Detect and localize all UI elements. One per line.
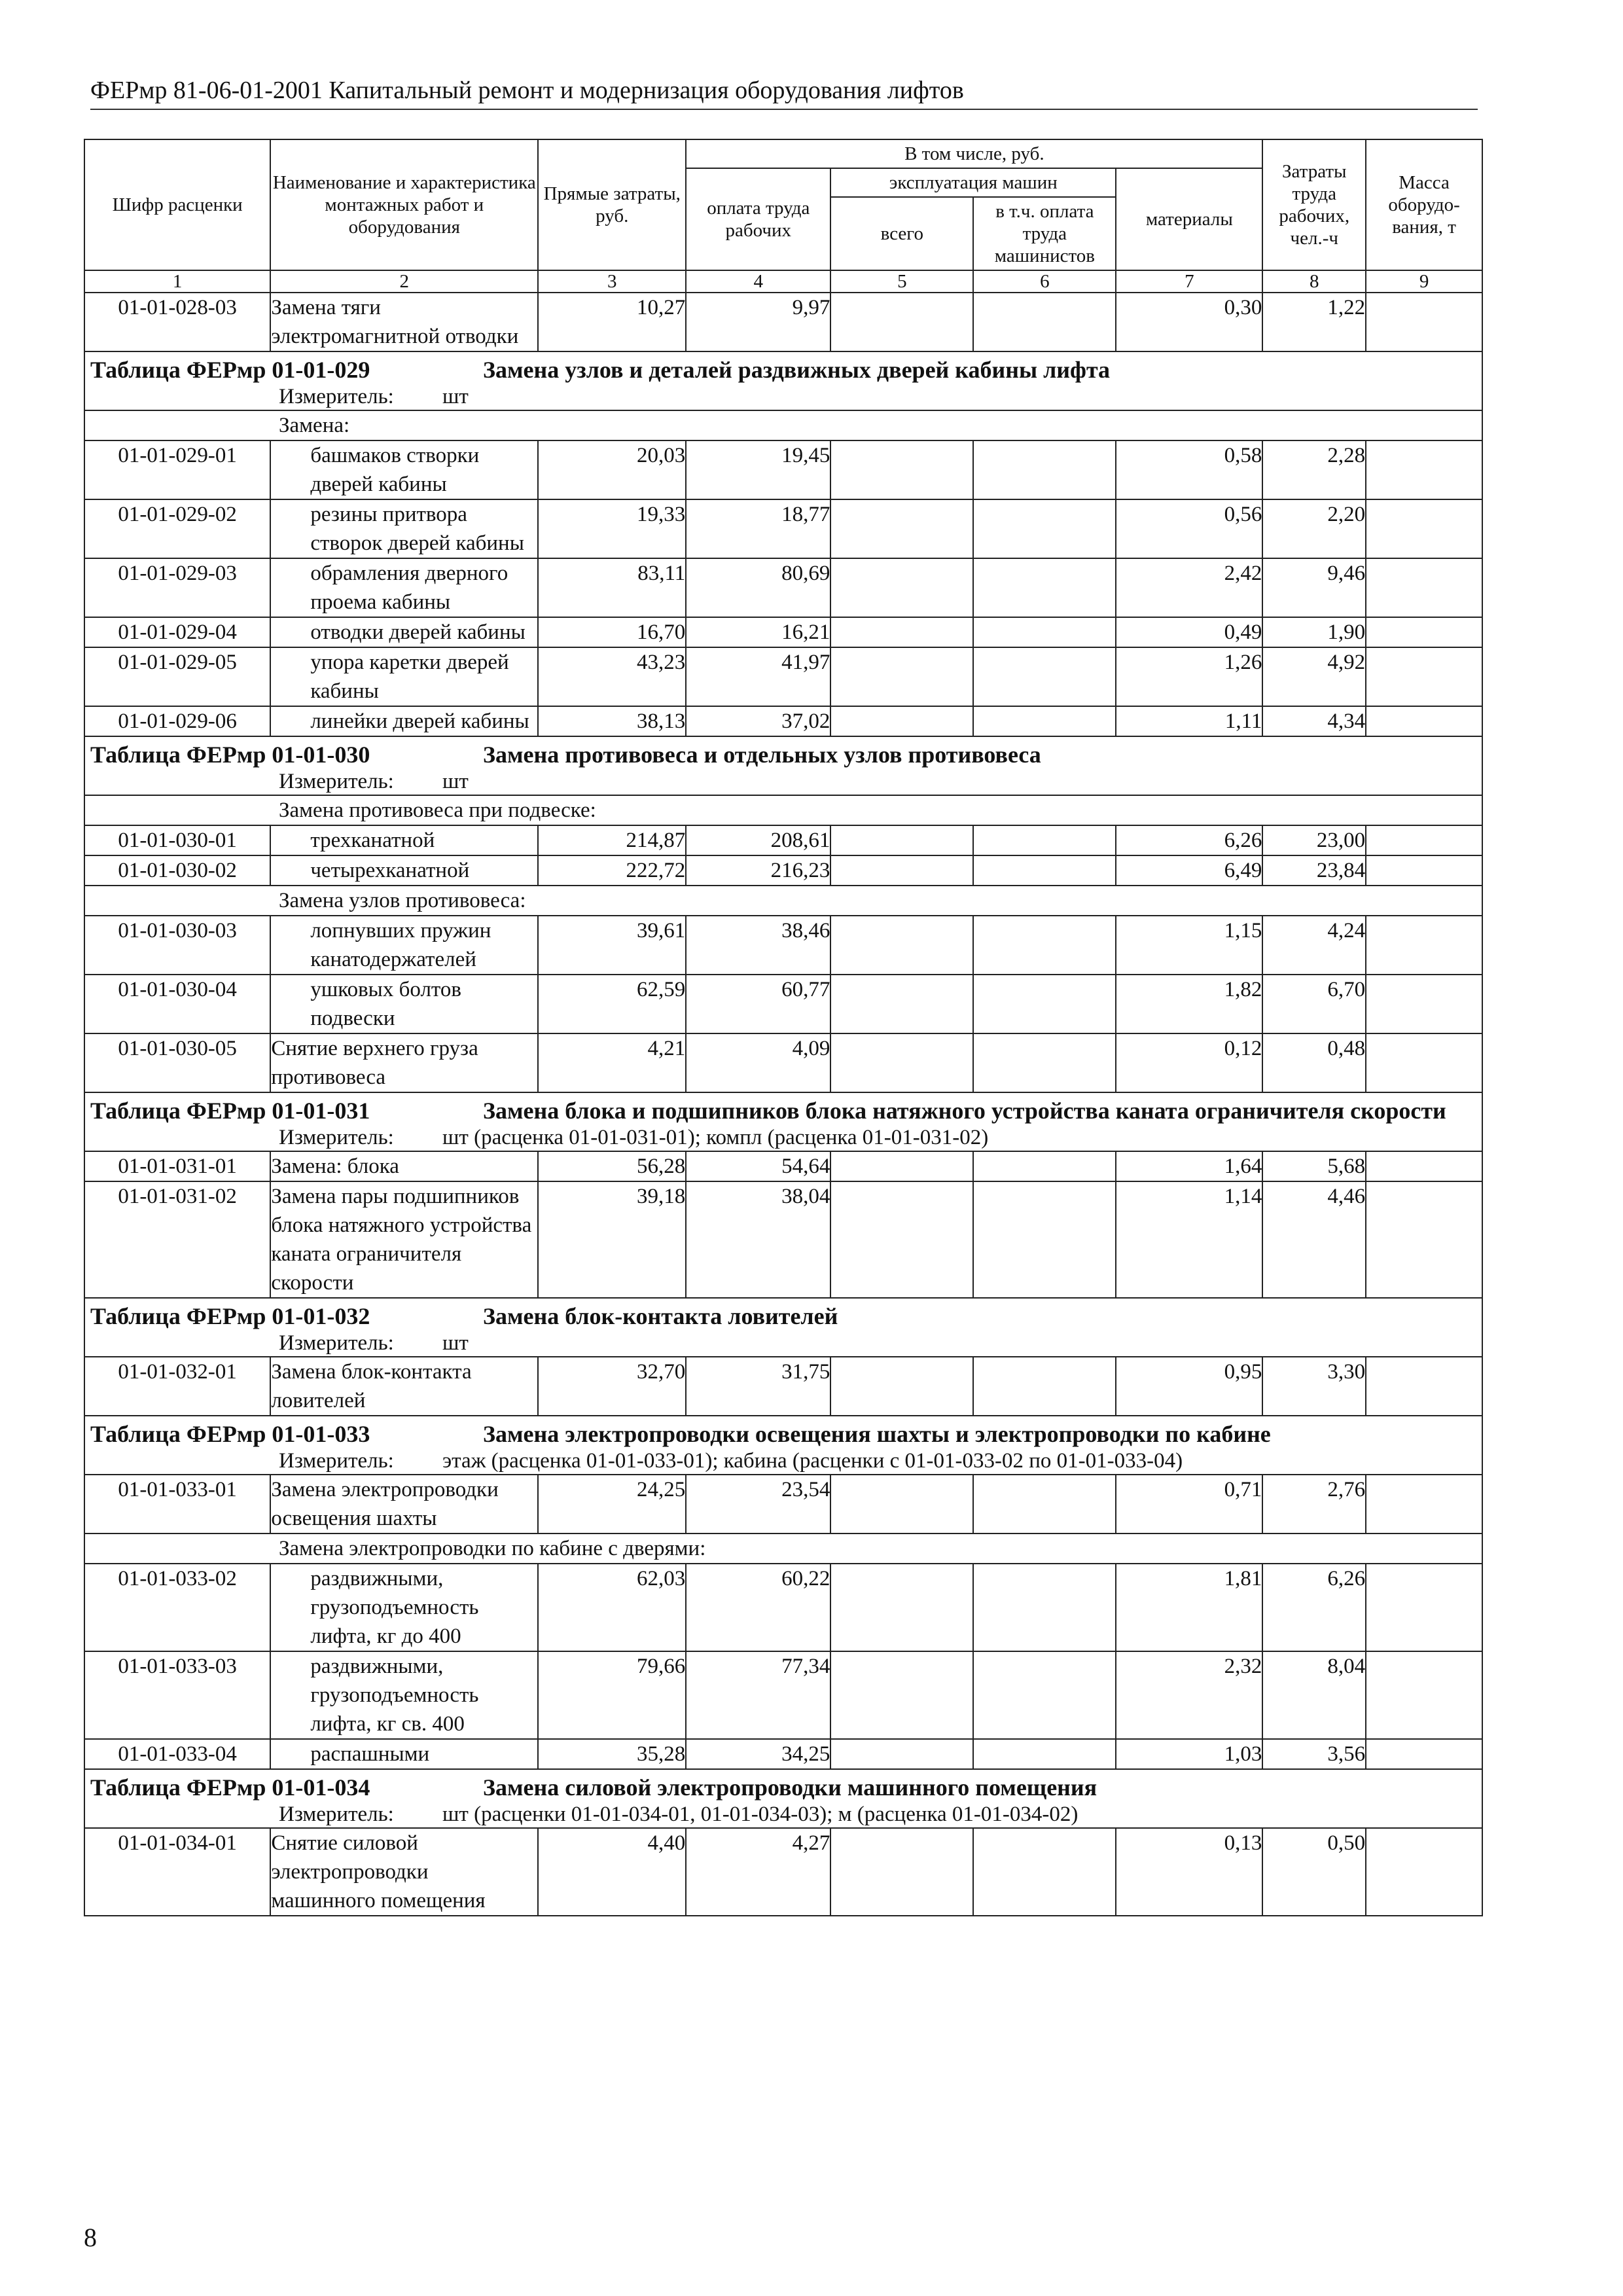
machines-total <box>830 1033 973 1092</box>
machinist-wages <box>973 647 1116 706</box>
worker-wages: 37,02 <box>686 706 830 736</box>
machines-total <box>830 293 973 351</box>
col-number: 9 <box>1366 270 1482 293</box>
equipment-mass <box>1366 617 1482 647</box>
col-number: 3 <box>538 270 686 293</box>
measure-unit: шт <box>442 1331 469 1355</box>
worker-wages: 9,97 <box>686 293 830 351</box>
worker-wages: 38,46 <box>686 916 830 975</box>
table-row <box>84 1151 1482 1181</box>
machinist-wages <box>973 1357 1116 1416</box>
subheading-text: Замена противовеса при подвеске: <box>84 795 1482 825</box>
rate-code: 01-01-034-01 <box>84 1828 270 1916</box>
rate-code: 01-01-031-02 <box>84 1181 270 1298</box>
machinist-wages <box>973 706 1116 736</box>
materials: 1,81 <box>1116 1564 1262 1651</box>
equipment-mass <box>1366 706 1482 736</box>
work-name: раздвижными, грузоподъемность лифта, кг до 400 <box>270 1564 538 1651</box>
table-heading <box>84 1298 1482 1330</box>
table-row <box>84 1739 1482 1769</box>
measure-line <box>85 1448 1482 1474</box>
col-mach-wages-header: в т.ч. оплата труда машинистов <box>973 197 1116 270</box>
direct-costs: 32,70 <box>538 1357 686 1416</box>
table-number: Таблица ФЕРмр 01-01-034 <box>90 1774 370 1801</box>
subheading-row <box>84 410 1482 440</box>
rate-code: 01-01-030-02 <box>84 855 270 886</box>
labor-hours: 4,46 <box>1262 1181 1366 1298</box>
table-row <box>84 1181 1482 1298</box>
materials: 1,11 <box>1116 706 1262 736</box>
machinist-wages <box>973 1739 1116 1769</box>
materials: 0,13 <box>1116 1828 1262 1916</box>
direct-costs: 4,21 <box>538 1033 686 1092</box>
materials: 1,03 <box>1116 1739 1262 1769</box>
rate-code: 01-01-029-01 <box>84 440 270 499</box>
subheading-text: Замена: <box>84 410 1482 440</box>
table-title: Замена узлов и деталей раздвижных дверей кабины лифта <box>483 357 1111 383</box>
materials: 0,71 <box>1116 1475 1262 1534</box>
col-direct-header: Прямые затраты, руб. <box>538 139 686 270</box>
rates-table <box>84 139 1483 1916</box>
machines-total <box>830 825 973 855</box>
equipment-mass <box>1366 1828 1482 1916</box>
direct-costs: 83,11 <box>538 558 686 617</box>
direct-costs: 4,40 <box>538 1828 686 1916</box>
work-name: Снятие силовой электропроводки машинного помещения <box>270 1828 538 1916</box>
machinist-wages <box>973 558 1116 617</box>
measure-label: Измеритель: <box>279 1803 394 1826</box>
measure-label: Измеритель: <box>279 770 394 793</box>
table-row <box>84 825 1482 855</box>
table-heading-row <box>84 351 1482 384</box>
rate-code: 01-01-032-01 <box>84 1357 270 1416</box>
measure-cell <box>84 1801 1482 1828</box>
table-row <box>84 1564 1482 1651</box>
worker-wages: 4,09 <box>686 1033 830 1092</box>
table-heading <box>84 736 1482 768</box>
machinist-wages <box>973 440 1116 499</box>
table-row <box>84 499 1482 558</box>
measure-cell <box>84 1330 1482 1357</box>
direct-costs: 222,72 <box>538 855 686 886</box>
table-title: Замена силовой электропроводки машинного помещения <box>483 1774 1097 1801</box>
machinist-wages <box>973 825 1116 855</box>
worker-wages: 216,23 <box>686 855 830 886</box>
machines-total <box>830 1151 973 1181</box>
work-name: обрамления дверного проема кабины <box>270 558 538 617</box>
direct-costs: 38,13 <box>538 706 686 736</box>
table-number: Таблица ФЕРмр 01-01-033 <box>90 1421 370 1447</box>
table-row <box>84 916 1482 975</box>
labor-hours: 23,84 <box>1262 855 1366 886</box>
col-materials-header: материалы <box>1116 168 1262 270</box>
labor-hours: 2,28 <box>1262 440 1366 499</box>
table-number: Таблица ФЕРмр 01-01-032 <box>90 1303 370 1329</box>
equipment-mass <box>1366 499 1482 558</box>
equipment-mass <box>1366 825 1482 855</box>
measure-unit: шт <box>442 770 469 793</box>
measure-label: Измеритель: <box>279 1331 394 1355</box>
direct-costs: 24,25 <box>538 1475 686 1534</box>
table-title: Замена блок-контакта ловителей <box>483 1303 838 1329</box>
subheading-row <box>84 1534 1482 1564</box>
direct-costs: 62,59 <box>538 975 686 1033</box>
table-body <box>84 293 1482 1916</box>
subheading-text: Замена узлов противовеса: <box>84 886 1482 916</box>
measure-unit: шт (расценка 01-01-031-01); компл (расценка 01-01-031-02) <box>442 1126 989 1149</box>
materials: 2,32 <box>1116 1651 1262 1739</box>
labor-hours: 2,76 <box>1262 1475 1366 1534</box>
machines-total <box>830 617 973 647</box>
machinist-wages <box>973 1151 1116 1181</box>
machines-total <box>830 1739 973 1769</box>
work-name: раздвижными, грузоподъемность лифта, кг св. 400 <box>270 1651 538 1739</box>
work-name: ушковых болтов подвески <box>270 975 538 1033</box>
materials: 6,26 <box>1116 825 1262 855</box>
table-row <box>84 1033 1482 1092</box>
measure-cell <box>84 384 1482 410</box>
labor-hours: 5,68 <box>1262 1151 1366 1181</box>
machines-total <box>830 558 973 617</box>
materials: 1,64 <box>1116 1151 1262 1181</box>
table-row <box>84 440 1482 499</box>
work-name: Замена блок-контакта ловителей <box>270 1357 538 1416</box>
table-row <box>84 975 1482 1033</box>
equipment-mass <box>1366 1033 1482 1092</box>
measure-cell <box>84 768 1482 795</box>
worker-wages: 38,04 <box>686 1181 830 1298</box>
table-heading-row <box>84 1298 1482 1330</box>
worker-wages: 60,77 <box>686 975 830 1033</box>
direct-costs: 16,70 <box>538 617 686 647</box>
work-name: резины притвора створок дверей кабины <box>270 499 538 558</box>
table-title: Замена электропроводки освещения шахты и электропроводки по кабине <box>483 1421 1271 1447</box>
direct-costs: 214,87 <box>538 825 686 855</box>
measure-line <box>85 1801 1482 1827</box>
work-name: Замена электропроводки освещения шахты <box>270 1475 538 1534</box>
machines-total <box>830 440 973 499</box>
table-heading <box>84 1769 1482 1801</box>
machinist-wages <box>973 1828 1116 1916</box>
col-mass-header: Масса оборудо-вания, т <box>1366 139 1482 270</box>
direct-costs: 39,61 <box>538 916 686 975</box>
machinist-wages <box>973 975 1116 1033</box>
col-machines-header: эксплуатация машин <box>830 168 1116 197</box>
table-heading <box>84 1416 1482 1448</box>
machines-total <box>830 499 973 558</box>
rate-code: 01-01-029-02 <box>84 499 270 558</box>
direct-costs: 56,28 <box>538 1151 686 1181</box>
rate-code: 01-01-033-02 <box>84 1564 270 1651</box>
worker-wages: 4,27 <box>686 1828 830 1916</box>
materials: 1,15 <box>1116 916 1262 975</box>
table-number: Таблица ФЕРмр 01-01-031 <box>90 1098 370 1124</box>
materials: 1,26 <box>1116 647 1262 706</box>
table-heading-row <box>84 736 1482 768</box>
machinist-wages <box>973 293 1116 351</box>
table-row <box>84 617 1482 647</box>
worker-wages: 23,54 <box>686 1475 830 1534</box>
equipment-mass <box>1366 975 1482 1033</box>
materials: 1,82 <box>1116 975 1262 1033</box>
measure-cell <box>84 1448 1482 1475</box>
labor-hours: 23,00 <box>1262 825 1366 855</box>
rate-code: 01-01-031-01 <box>84 1151 270 1181</box>
work-name: линейки дверей кабины <box>270 706 538 736</box>
equipment-mass <box>1366 1181 1482 1298</box>
worker-wages: 34,25 <box>686 1739 830 1769</box>
work-name: распашными <box>270 1739 538 1769</box>
direct-costs: 20,03 <box>538 440 686 499</box>
labor-hours: 2,20 <box>1262 499 1366 558</box>
equipment-mass <box>1366 1564 1482 1651</box>
work-name: башмаков створки дверей кабины <box>270 440 538 499</box>
table-number: Таблица ФЕРмр 01-01-029 <box>90 357 370 383</box>
col-number: 8 <box>1262 270 1366 293</box>
worker-wages: 16,21 <box>686 617 830 647</box>
table-heading-row <box>84 1092 1482 1124</box>
table-number: Таблица ФЕРмр 01-01-030 <box>90 742 370 768</box>
work-name: четырехканатной <box>270 855 538 886</box>
table-heading-row <box>84 1769 1482 1801</box>
labor-hours: 4,34 <box>1262 706 1366 736</box>
machinist-wages <box>973 499 1116 558</box>
table-heading <box>84 351 1482 384</box>
table-row <box>84 293 1482 351</box>
labor-hours: 3,56 <box>1262 1739 1366 1769</box>
worker-wages: 18,77 <box>686 499 830 558</box>
measure-unit: этаж (расценка 01-01-033-01); кабина (расценки с 01-01-033-02 по 01-01-033-04) <box>442 1449 1183 1473</box>
machines-total <box>830 706 973 736</box>
materials: 0,49 <box>1116 617 1262 647</box>
measure-label: Измеритель: <box>279 385 394 408</box>
machines-total <box>830 855 973 886</box>
table-row <box>84 1357 1482 1416</box>
machinist-wages <box>973 1181 1116 1298</box>
machines-total <box>830 1651 973 1739</box>
page-number: 8 <box>84 2223 97 2252</box>
direct-costs: 19,33 <box>538 499 686 558</box>
rate-code: 01-01-029-04 <box>84 617 270 647</box>
labor-hours: 4,92 <box>1262 647 1366 706</box>
machinist-wages <box>973 1475 1116 1534</box>
rate-code: 01-01-033-03 <box>84 1651 270 1739</box>
table-title: Замена противовеса и отдельных узлов противовеса <box>483 742 1041 768</box>
measure-line <box>85 1330 1482 1356</box>
materials: 0,30 <box>1116 293 1262 351</box>
work-name: трехканатной <box>270 825 538 855</box>
col-code-header: Шифр расценки <box>84 139 270 270</box>
measure-unit: шт <box>442 385 469 408</box>
labor-hours: 0,50 <box>1262 1828 1366 1916</box>
col-number: 1 <box>84 270 270 293</box>
materials: 1,14 <box>1116 1181 1262 1298</box>
machines-total <box>830 975 973 1033</box>
subheading-text: Замена электропроводки по кабине с дверями: <box>84 1534 1482 1564</box>
measure-line <box>85 1124 1482 1151</box>
col-wages-header: оплата труда рабочих <box>686 168 830 270</box>
labor-hours: 1,22 <box>1262 293 1366 351</box>
work-name: Замена тяги электромагнитной отводки <box>270 293 538 351</box>
col-labor-header: Затраты труда рабочих, чел.-ч <box>1262 139 1366 270</box>
rate-code: 01-01-029-03 <box>84 558 270 617</box>
measure-row <box>84 1801 1482 1828</box>
materials: 0,95 <box>1116 1357 1262 1416</box>
labor-hours: 6,26 <box>1262 1564 1366 1651</box>
machinist-wages <box>973 1651 1116 1739</box>
rate-code: 01-01-029-05 <box>84 647 270 706</box>
equipment-mass <box>1366 1357 1482 1416</box>
table-row <box>84 647 1482 706</box>
measure-cell <box>84 1124 1482 1151</box>
worker-wages: 77,34 <box>686 1651 830 1739</box>
materials: 6,49 <box>1116 855 1262 886</box>
machinist-wages <box>973 1033 1116 1092</box>
machines-total <box>830 916 973 975</box>
col-number: 6 <box>973 270 1116 293</box>
materials: 2,42 <box>1116 558 1262 617</box>
work-name: Замена пары подшипников блока натяжного устройства каната ограничителя скорости <box>270 1181 538 1298</box>
measure-row <box>84 1448 1482 1475</box>
measure-row <box>84 1330 1482 1357</box>
direct-costs: 79,66 <box>538 1651 686 1739</box>
col-number: 4 <box>686 270 830 293</box>
equipment-mass <box>1366 558 1482 617</box>
rate-code: 01-01-030-05 <box>84 1033 270 1092</box>
table-heading <box>84 1092 1482 1124</box>
subheading-row <box>84 886 1482 916</box>
worker-wages: 19,45 <box>686 440 830 499</box>
worker-wages: 54,64 <box>686 1151 830 1181</box>
materials: 0,56 <box>1116 499 1262 558</box>
measure-line <box>85 768 1482 795</box>
work-name: лопнувших пружин канатодержателей <box>270 916 538 975</box>
worker-wages: 41,97 <box>686 647 830 706</box>
measure-unit: шт (расценки 01-01-034-01, 01-01-034-03); м (расценка 01-01-034-02) <box>442 1803 1079 1826</box>
materials: 0,58 <box>1116 440 1262 499</box>
table-row <box>84 558 1482 617</box>
rate-code: 01-01-030-03 <box>84 916 270 975</box>
equipment-mass <box>1366 647 1482 706</box>
machinist-wages <box>973 855 1116 886</box>
direct-costs: 10,27 <box>538 293 686 351</box>
rate-code: 01-01-029-06 <box>84 706 270 736</box>
labor-hours: 6,70 <box>1262 975 1366 1033</box>
equipment-mass <box>1366 855 1482 886</box>
labor-hours: 8,04 <box>1262 1651 1366 1739</box>
equipment-mass <box>1366 293 1482 351</box>
labor-hours: 4,24 <box>1262 916 1366 975</box>
direct-costs: 35,28 <box>538 1739 686 1769</box>
rate-code: 01-01-030-01 <box>84 825 270 855</box>
measure-label: Измеритель: <box>279 1449 394 1473</box>
col-name-header: Наименование и характеристика монтажных работ и оборудования <box>270 139 538 270</box>
work-name: Замена: блока <box>270 1151 538 1181</box>
rate-code: 01-01-033-04 <box>84 1739 270 1769</box>
table-row <box>84 706 1482 736</box>
machinist-wages <box>973 1564 1116 1651</box>
equipment-mass <box>1366 1651 1482 1739</box>
machinist-wages <box>973 617 1116 647</box>
machines-total <box>830 1357 973 1416</box>
machines-total <box>830 1564 973 1651</box>
materials: 0,12 <box>1116 1033 1262 1092</box>
table-row <box>84 1828 1482 1916</box>
work-name: Снятие верхнего груза противовеса <box>270 1033 538 1092</box>
rate-code: 01-01-030-04 <box>84 975 270 1033</box>
measure-row <box>84 768 1482 795</box>
col-mach-total-header: всего <box>830 197 973 270</box>
worker-wages: 208,61 <box>686 825 830 855</box>
machinist-wages <box>973 916 1116 975</box>
labor-hours: 0,48 <box>1262 1033 1366 1092</box>
worker-wages: 80,69 <box>686 558 830 617</box>
equipment-mass <box>1366 916 1482 975</box>
col-number: 7 <box>1116 270 1262 293</box>
direct-costs: 43,23 <box>538 647 686 706</box>
col-incl-header: В том числе, руб. <box>686 139 1262 168</box>
measure-row <box>84 1124 1482 1151</box>
machines-total <box>830 647 973 706</box>
equipment-mass <box>1366 440 1482 499</box>
machines-total <box>830 1828 973 1916</box>
col-number: 2 <box>270 270 538 293</box>
equipment-mass <box>1366 1475 1482 1534</box>
measure-line <box>85 384 1482 410</box>
table-row <box>84 1475 1482 1534</box>
worker-wages: 60,22 <box>686 1564 830 1651</box>
measure-label: Измеритель: <box>279 1126 394 1149</box>
machines-total <box>830 1181 973 1298</box>
table-row <box>84 1651 1482 1739</box>
direct-costs: 62,03 <box>538 1564 686 1651</box>
work-name: упора каретки дверей кабины <box>270 647 538 706</box>
equipment-mass <box>1366 1151 1482 1181</box>
labor-hours: 1,90 <box>1262 617 1366 647</box>
measure-row <box>84 384 1482 410</box>
subheading-row <box>84 795 1482 825</box>
direct-costs: 39,18 <box>538 1181 686 1298</box>
page-header: ФЕРмр 81-06-01-2001 Капитальный ремонт и модернизация оборудования лифтов <box>90 73 1478 110</box>
labor-hours: 9,46 <box>1262 558 1366 617</box>
table-heading-row <box>84 1416 1482 1448</box>
rate-code: 01-01-028-03 <box>84 293 270 351</box>
table-title: Замена блока и подшипников блока натяжного устройства каната ограничителя скорости <box>483 1098 1446 1124</box>
rate-code: 01-01-033-01 <box>84 1475 270 1534</box>
table-row <box>84 855 1482 886</box>
equipment-mass <box>1366 1739 1482 1769</box>
work-name: отводки дверей кабины <box>270 617 538 647</box>
col-number: 5 <box>830 270 973 293</box>
labor-hours: 3,30 <box>1262 1357 1366 1416</box>
worker-wages: 31,75 <box>686 1357 830 1416</box>
machines-total <box>830 1475 973 1534</box>
